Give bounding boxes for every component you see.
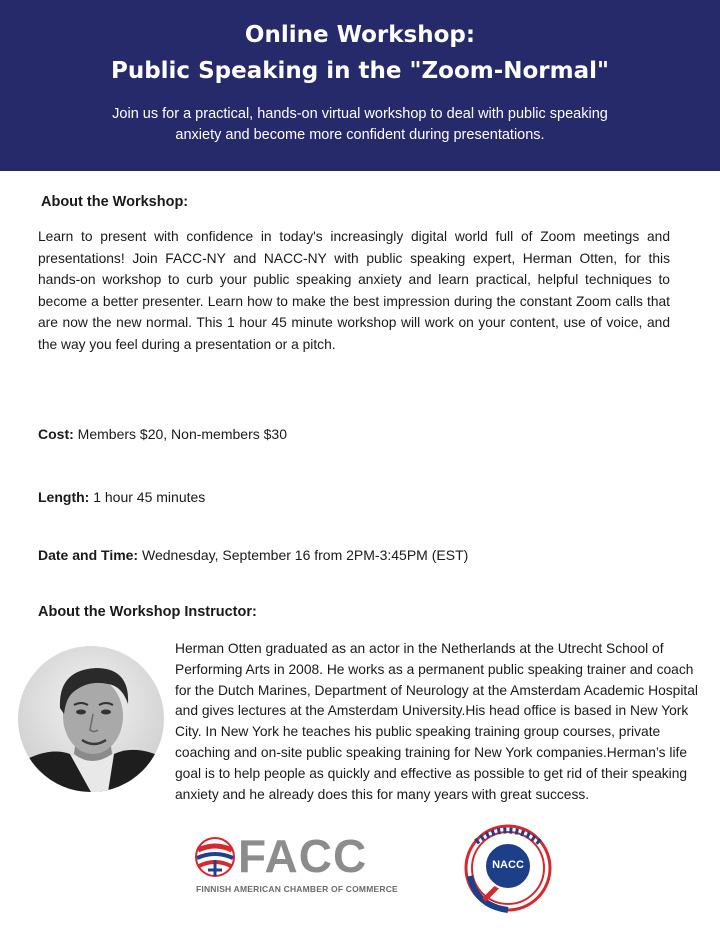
length-field (38, 487, 205, 507)
datetime-label: Date and Time: (38, 547, 139, 563)
length-value: 1 hour 45 minutes (93, 489, 206, 505)
facc-tagline: FINNISH AMERICAN CHAMBER OF COMMERCE (196, 884, 398, 894)
nacc-wordmark: NACC (492, 859, 524, 871)
length-label: Length: (38, 489, 90, 505)
page-subtitle: Join us for a practical, hands-on virtual workshop to deal with public speaking anxiety and become more confident during presentations. (112, 106, 608, 143)
page-title-line-1: Online Workshop: (244, 22, 476, 48)
page-title-line-2: Public Speaking in the "Zoom-Normal" (110, 58, 610, 84)
facc-logo (192, 830, 398, 894)
datetime-field (38, 545, 468, 565)
cost-value: Members $20, Non-members $30 (77, 426, 287, 442)
facc-emblem-icon (194, 836, 236, 878)
about-heading: About the Workshop: (41, 194, 189, 210)
cost-label: Cost: (38, 426, 74, 442)
about-text: Learn to present with confidence in today's increasingly digital world full of Zoom meetings and presentations! Join FACC-NY and NACC-NY with public speaking expert, Herman Otten, for this hands-on workshop to curb your public speaking anxiety and learn practical, helpful techniques to become a better presenter. Learn how to make the best impression during the constant Zoom calls that are now the new normal. This 1 hour 45 minute workshop will work on your content, use of voice, and the way you feel during a presentation or a pitch. (38, 229, 670, 352)
nacc-logo (462, 822, 556, 914)
instructor-bio: Herman Otten graduated as an actor in the Netherlands at the Utrecht School of Performing Arts in 2008. He works as a permanent public speaking trainer and coach for the Dutch Marines, Department of Neurology at the Amsterdam Academic Hospital and gives lectures at the Amsterdam University.His head office is based in New York City. In New York he teaches his public speaking training group courses, private coaching and on-site public speaking training for New York companies.Herman’s life goal is to help people as quickly and effective as possible to get rid of their speaking anxiety and he already does this for many years with great success. (175, 641, 698, 802)
instructor-heading: About the Workshop Instructor: (38, 604, 257, 620)
header-banner (0, 0, 720, 171)
facc-wordmark: FACC (238, 830, 368, 882)
instructor-photo (18, 646, 164, 792)
cost-field (38, 424, 287, 444)
datetime-value: Wednesday, September 16 from 2PM-3:45PM (EST) (142, 547, 469, 563)
